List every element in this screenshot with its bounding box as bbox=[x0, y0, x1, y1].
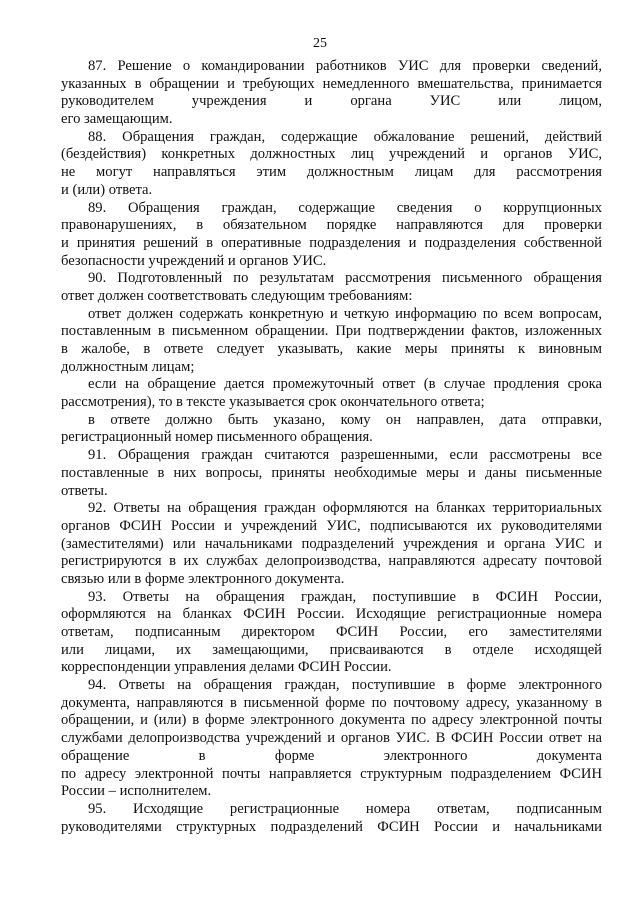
text-line: руководителями структурных подразделений ФСИН России и начальниками bbox=[61, 818, 602, 835]
text-line: регистрируются в их службах делопроизводства, направляются адресату почтовой bbox=[61, 553, 602, 570]
paragraph bbox=[61, 306, 602, 377]
text-line: 90. Подготовленный по результатам рассмотрения письменного обращения bbox=[88, 270, 602, 287]
text-line: и принятия решений в оперативные подразделения и подразделения собственной bbox=[61, 234, 602, 251]
text-line: если на обращение дается промежуточный ответ (в случае продления срока bbox=[88, 376, 602, 393]
text-line: 89. Обращения граждан, содержащие сведения о коррупционных bbox=[88, 199, 602, 216]
text-line: безопасности учреждений и органов УИС. bbox=[61, 252, 327, 269]
text-line: или лицами, их замещающими, присваиваются в отделе исходящей bbox=[61, 641, 602, 658]
document-body bbox=[61, 58, 602, 836]
text-line: его замещающим. bbox=[61, 111, 173, 128]
paragraph bbox=[61, 376, 602, 411]
text-line: рассмотрения), то в тексте указывается срок окончательного ответа; bbox=[61, 394, 485, 411]
text-line: в ответе должно быть указано, кому он направлен, дата отправки, bbox=[88, 411, 602, 428]
text-line: 92. Ответы на обращения граждан оформляются на бланках территориальных bbox=[88, 500, 602, 517]
text-line: регистрационный номер письменного обращения. bbox=[61, 429, 373, 446]
text-line: 94. Ответы на обращения граждан, поступившие в форме электронного bbox=[88, 677, 602, 694]
paragraph bbox=[61, 500, 602, 588]
text-line: указанных в обращении и требующих немедленного вмешательства, принимается bbox=[61, 75, 602, 92]
text-line: 95. Исходящие регистрационные номера ответам, подписанным bbox=[88, 800, 602, 817]
text-line: поставленным в письменном обращении. При подтверждении фактов, изложенных bbox=[61, 323, 602, 340]
text-line: правонарушениях, в обязательном порядке направляются для проверки bbox=[61, 217, 602, 234]
text-line: 93. Ответы на обращения граждан, поступившие в ФСИН России, bbox=[88, 588, 602, 605]
paragraph bbox=[61, 58, 602, 129]
paragraph bbox=[61, 447, 602, 500]
text-line: 87. Решение о командировании работников УИС для проверки сведений, bbox=[88, 58, 602, 74]
text-line: и (или) ответа. bbox=[61, 181, 153, 198]
text-line: оформляются на бланках ФСИН России. Исходящие регистрационные номера bbox=[61, 606, 602, 623]
paragraph bbox=[61, 200, 602, 271]
text-line: обращении, и (или) в форме электронного документа по адресу электронной почты bbox=[61, 712, 602, 729]
paragraph bbox=[61, 589, 602, 677]
text-line: в жалобе, в ответе следует указывать, какие меры приняты к виновным bbox=[61, 341, 602, 357]
text-line: ответ должен соответствовать следующим требованиям: bbox=[61, 287, 413, 304]
text-line: по адресу электронной почты направляется структурным подразделением ФСИН bbox=[61, 765, 602, 782]
text-line: (бездействия) конкретных должностных лиц учреждений и органов УИС, bbox=[61, 146, 602, 163]
text-line: (заместителями) или начальниками подразделений учреждения и органа УИС и bbox=[61, 535, 602, 552]
text-line: органов ФСИН России и учреждений УИС, подписываются их руководителями bbox=[61, 517, 602, 534]
text-line: ответ должен содержать конкретную и четкую информацию по всем вопросам, bbox=[88, 305, 602, 322]
paragraph bbox=[61, 270, 602, 305]
text-line: службами делопроизводства учреждений и органов УИС. В ФСИН России ответ на bbox=[61, 730, 602, 747]
text-line: должностным лицам; bbox=[61, 358, 195, 375]
paragraph bbox=[61, 801, 602, 836]
text-line: ответам, подписанным директором ФСИН России, его заместителями bbox=[61, 624, 602, 640]
text-line: 88. Обращения граждан, содержащие обжалование решений, действий bbox=[88, 128, 602, 145]
text-line: обращение в форме электронного документа bbox=[61, 747, 602, 764]
page-number: 25 bbox=[313, 36, 327, 51]
text-line: ответы. bbox=[61, 482, 108, 499]
paragraph bbox=[61, 677, 602, 801]
text-line: не могут направляться этим должностным лицам для рассмотрения bbox=[61, 164, 602, 181]
paragraph bbox=[61, 412, 602, 447]
text-line: 91. Обращения граждан считаются разрешенными, если рассмотрены все bbox=[88, 447, 602, 464]
paragraph bbox=[61, 129, 602, 200]
text-line: руководителем учреждения и органа УИС или лицом, bbox=[61, 93, 602, 110]
text-line: корреспонденции управления делами ФСИН России. bbox=[61, 659, 392, 676]
text-line: связью или в форме электронного документа. bbox=[61, 570, 345, 587]
text-line: документа, направляются в письменной форме по почтовому адресу, указанному в bbox=[61, 694, 602, 711]
text-line: России – исполнителем. bbox=[61, 783, 212, 800]
text-line: поставленные в них вопросы, приняты необходимые меры и даны письменные bbox=[61, 464, 602, 481]
